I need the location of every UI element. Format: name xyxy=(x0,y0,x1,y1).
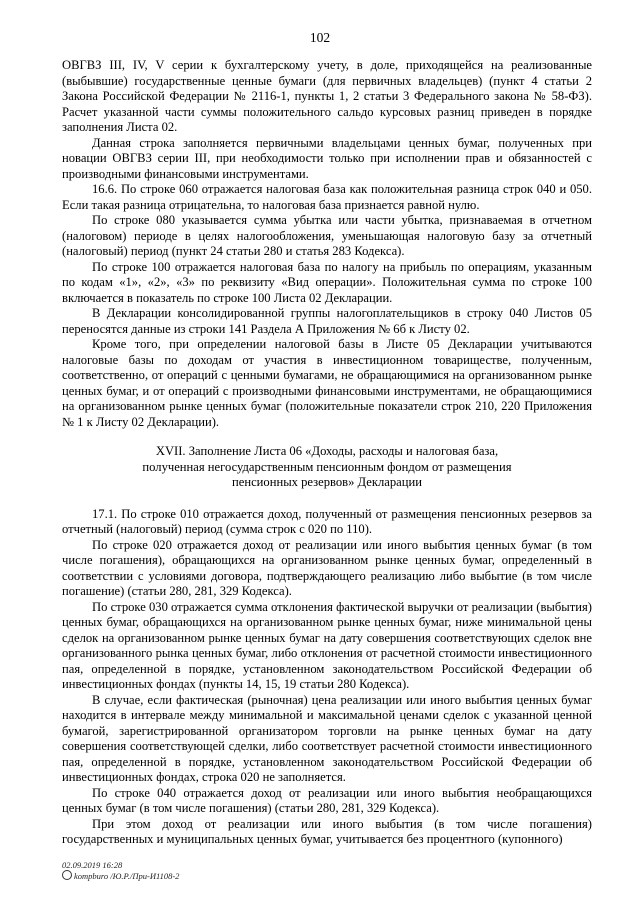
copyright-icon xyxy=(62,870,72,880)
paragraph: Кроме того, при определении налоговой базы в Листе 05 Декларации учитываются налоговые базы по доходам от участия в инвестиционном товариществе, полученным, соответственно, от операций с ценными бумагами, не обращающимися на организованном рынке ценных бумаг, и от операций с производными финансовыми инструментами, не обращающимися на организованном рынке ценных бумаг (положительные показатели строк 210, 220 Приложения № 1 к Листу 02 Декларации). xyxy=(62,337,592,429)
section-title-line: пенсионных резервов» Декларации xyxy=(232,475,422,489)
paragraph: По строке 030 отражается сумма отклонения фактической выручки от реализации (выбытия) ценных бумаг, обращающихся на организованном рынке ценных бумаг, ниже минимальной цены сделок на организованном рынке ценных бумаг на дату совершения соответствующих сделок вне организованного рынка ценных бумаг, либо отклонения от расчетной стоимости инвестиционного пая, определенной в порядке, установленном законодательством Российской Федерации об инвестиционных фондах (пункты 14, 15, 19 статьи 280 Кодекса). xyxy=(62,599,592,691)
footer-date: 02.09.2019 16:28 xyxy=(62,860,123,870)
footer-source xyxy=(62,870,179,881)
paragraph: 16.6. По строке 060 отражается налоговая база как положительная разница строк 040 и 050. Если такая разница отрицательна, то налоговая база признается равной нулю. xyxy=(62,182,592,212)
footer-stamp xyxy=(62,860,179,881)
paragraph: При этом доход от реализации или иного выбытия (в том числе погашения) государственных и муниципальных ценных бумаг, учитывается без процентного (купонного) xyxy=(62,816,592,846)
section-title-line: XVII. Заполнение Листа 06 «Доходы, расходы и налоговая база, xyxy=(155,444,499,458)
paragraph: По строке 020 отражается доход от реализации или иного выбытия ценных бумаг (в том числе погашения), обращающихся на организованном рынке ценных бумаг, определенный в соответствии с условиями договора, подтверждающего реализацию либо выбытие (в том числе погашение) (статьи 280, 281, 329 Кодекса). xyxy=(62,537,592,598)
paragraph: По строке 080 указывается сумма убытка или части убытка, признаваемая в отчетном (налоговом) периоде в целях налогообложения, уменьшающая налоговую базу за отчетный (налоговый) период (пункт 24 статьи 280 и статья 283 Кодекса). xyxy=(62,213,592,258)
paragraph: Данная строка заполняется первичными владельцами ценных бумаг, полученных при новации ОВГВЗ серии III, при необходимости только при исполнении прав и обязанностей с производными финансовыми инструментами. xyxy=(62,135,592,181)
section-title xyxy=(62,444,592,491)
paragraph: В случае, если фактическая (рыночная) цена реализации или иного выбытия ценных бумаг находится в интервале между минимальной и максимальной ценами сделок с указанной ценной бумагой, зарегистрированной организатором торговли на рынке ценных бумаг на дату совершения соответствующей сделки, либо соответствует расчетной стоимости инвестиционного пая, определенной в порядке, установленном законодательством Российской Федерации об инвестиционных фондах, строка 020 не заполняется. xyxy=(62,692,592,784)
document-body xyxy=(62,58,592,848)
paragraph: По строке 100 отражается налоговая база по налогу на прибыль по операциям, указанным по кодам «1», «2», «3» по реквизиту «Вид операции». Положительная сумма по строке 100 включается в показатель по строке 100 Листа 02 Декларации. xyxy=(62,259,592,305)
page-number: 102 xyxy=(309,30,331,45)
paragraph: 17.1. По строке 010 отражается доход, полученный от размещения пенсионных резервов за отчетный (налоговый) период (сумма строк с 020 по 110). xyxy=(62,506,592,536)
section-title-line: полученная негосударственным пенсионным фондом от размещения xyxy=(142,459,512,474)
footer-source-text: kompburo /Ю.Р./При-И1108-2 xyxy=(74,871,180,881)
paragraph: По строке 040 отражается доход от реализации или иного выбытия необращающихся ценных бумаг (в том числе погашения) (статьи 280, 281, 329 Кодекса). xyxy=(62,785,592,815)
paragraph: В Декларации консолидированной группы налогоплательщиков в строку 040 Листов 05 переносятся данные из строки 141 Раздела А Приложения № 6б к Листу 02. xyxy=(62,306,592,336)
paragraph: ОВГВЗ III, IV, V серии к бухгалтерскому учету, в доле, приходящейся на реализованные (выбывшие) государственные ценные бумаги (для первичных владельцев) (пункт 4 статьи 2 Закона Российской Федерации № 2116-1, пункты 1, 2 статьи 3 Федерального закона № 58-ФЗ). Расчет указанной части суммы положительного сальдо курсовых разниц приведен в порядке заполнения Листа 02. xyxy=(62,58,592,134)
